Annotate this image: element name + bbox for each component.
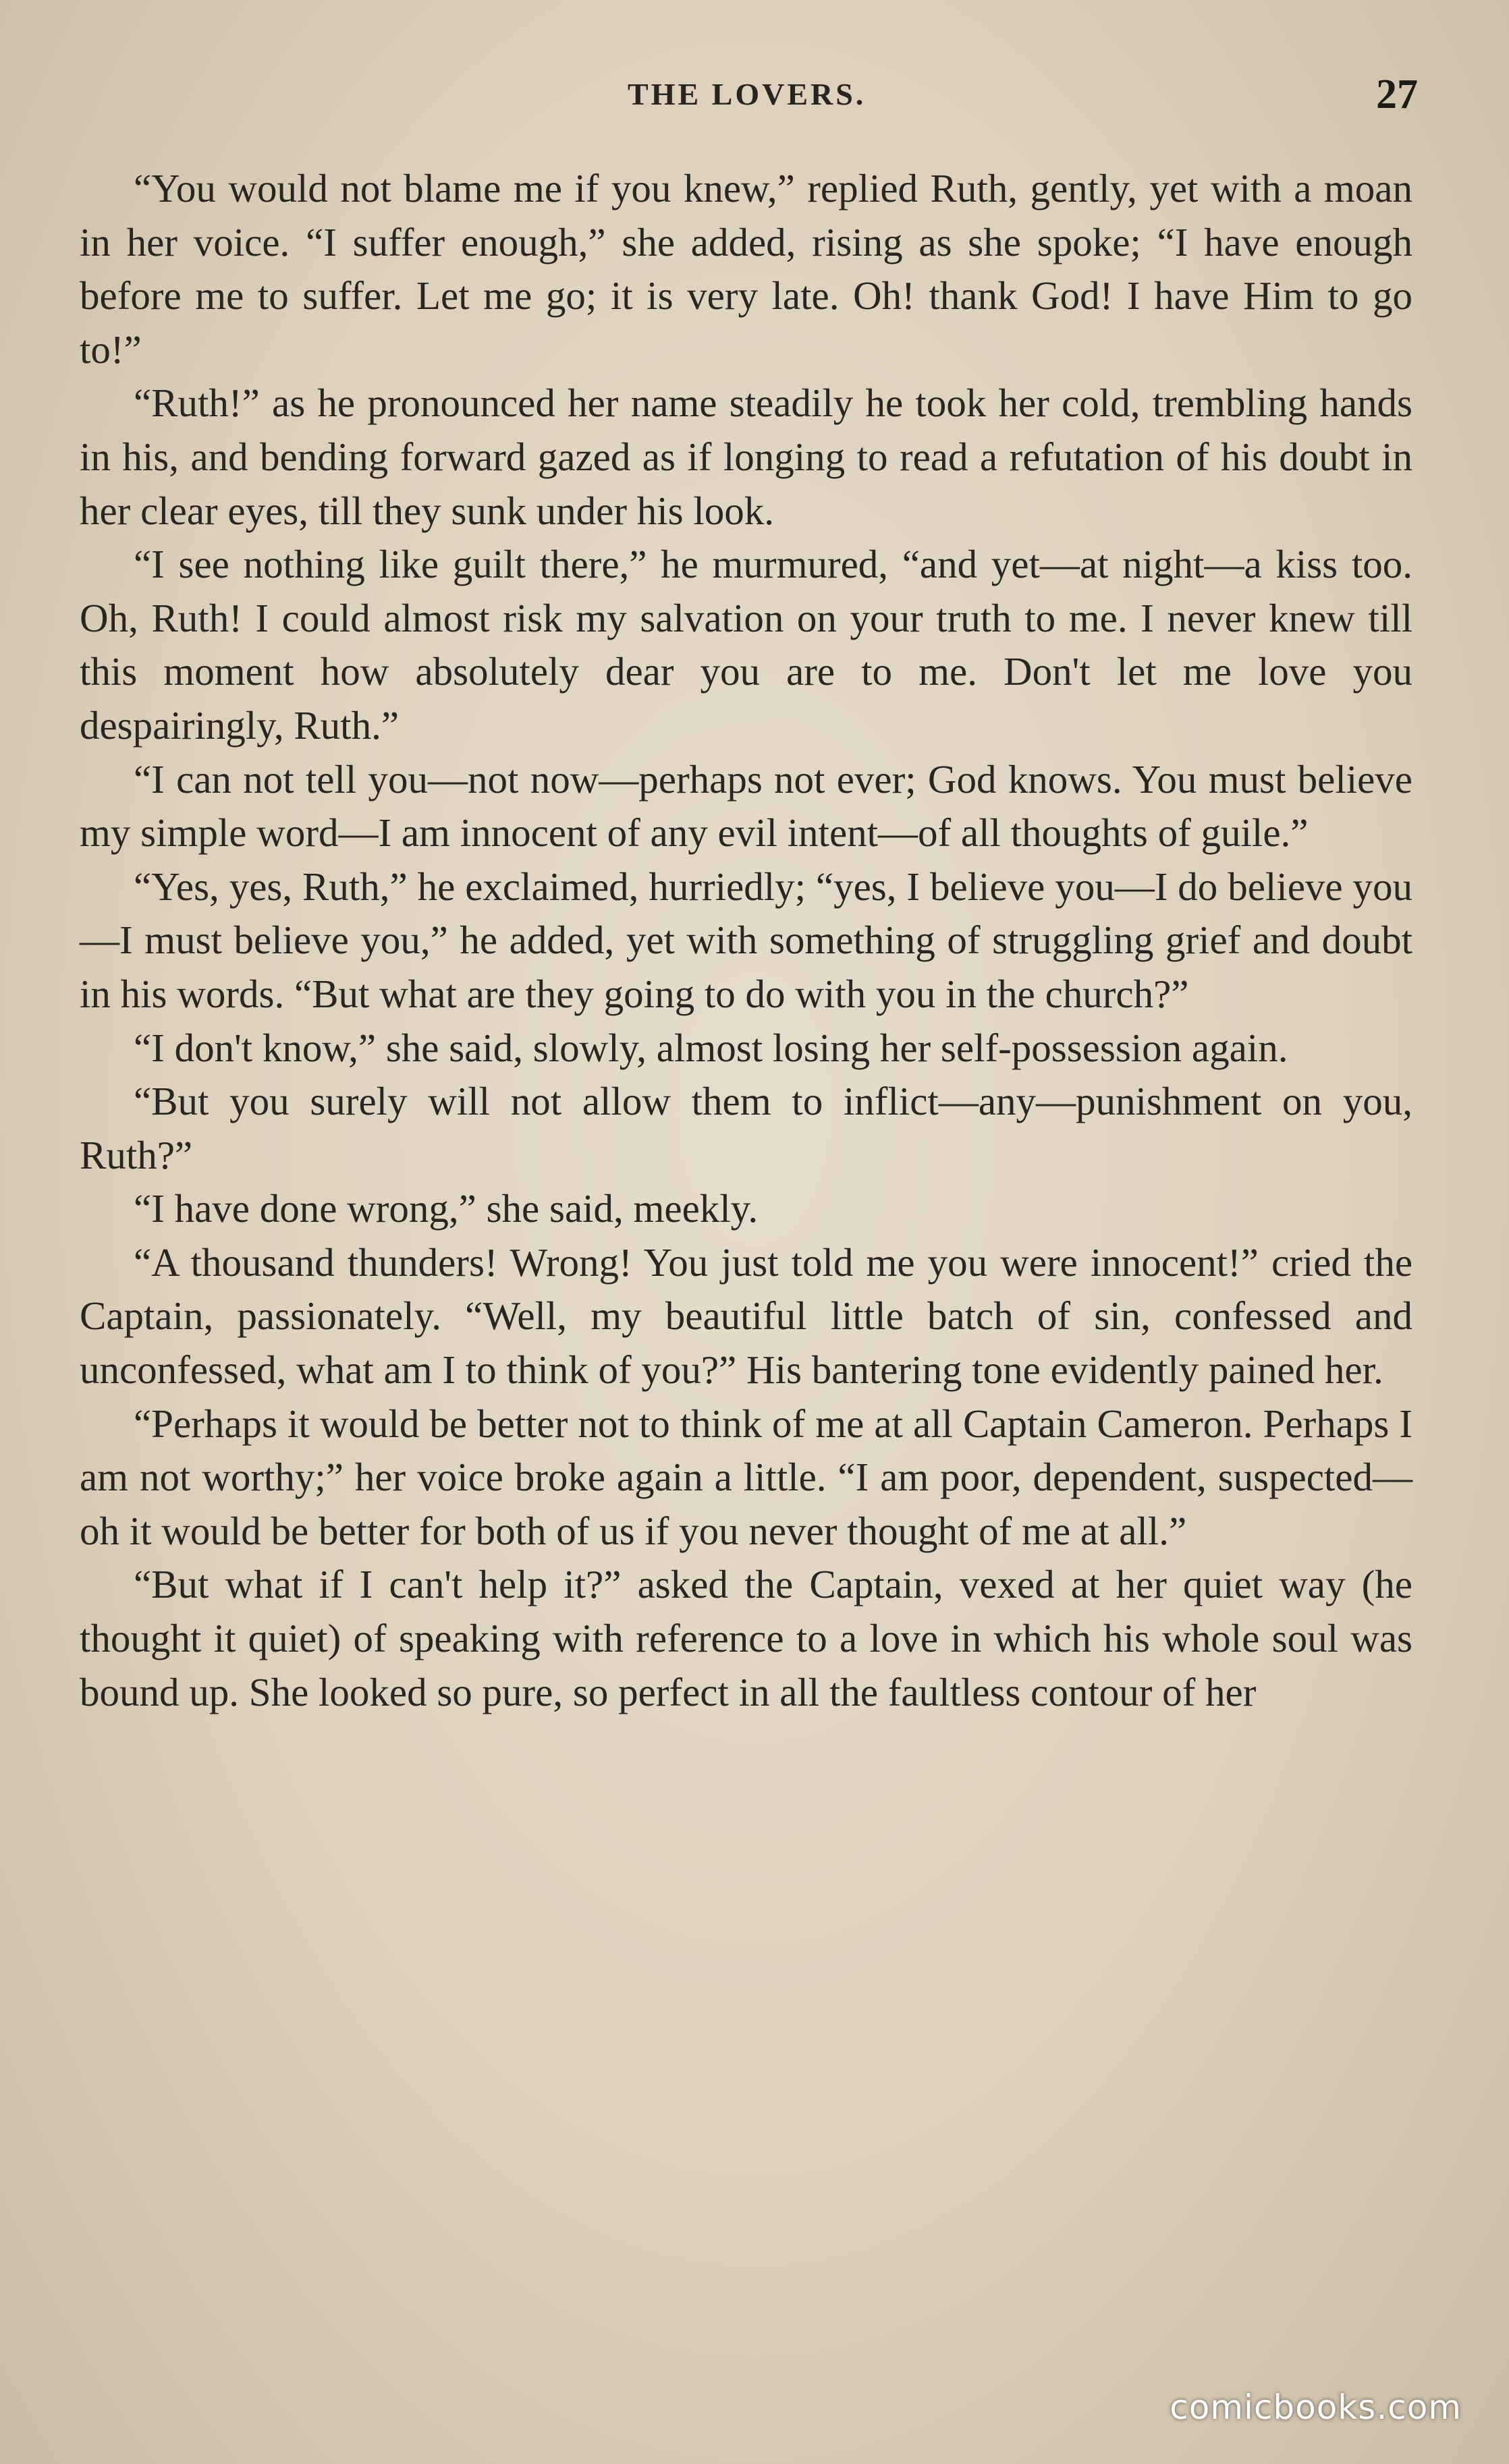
page-number: 27: [1376, 72, 1418, 117]
paragraph: “Perhaps it would be better not to think of me at all Captain Cameron. Perhaps I am not worthy;” her voice broke again a little. “I am poor, dependent, suspected—oh it would be better for both of us if you never thought of me at all.”: [80, 1401, 1412, 1553]
paragraph: “A thousand thunders! Wrong! You just told me you were innocent!” cried the Captain, passionately. “Well, my beautiful little batch of sin, confessed and unconfessed, what am I to think of you?” His bantering tone evidently pained her.: [80, 1239, 1412, 1393]
paragraph: “Ruth!” as he pronounced her name steadily he took her cold, trembling hands in his, and bending forward gazed as if longing to read a refutation of his doubt in her clear eyes, till they sunk under his look.: [80, 381, 1412, 533]
paragraph: “I can not tell you—not now—perhaps not ever; God knows. You must believe my simple word—I am innocent of any evil intent—of all thoughts of guile.”: [80, 756, 1412, 856]
paragraph: “You would not blame me if you knew,” replied Ruth, gently, yet with a moan in her voice. “I suffer enough,” she added, rising as she spoke; “I have enough before me to suffer. Let me go; it is very late. Oh! thank God! I have Him to go to!”: [80, 166, 1412, 372]
body-text: [80, 162, 1412, 1719]
paragraph: “I see nothing like guilt there,” he murmured, “and yet—at night—a kiss too. Oh, Ruth! I could almost risk my salvation on your truth to me. I never knew till this moment how absolutely dear you are to me. Don't let me love you despairingly, Ruth.”: [80, 542, 1412, 748]
watermark: comicbooks.com: [1170, 2388, 1462, 2427]
paragraph: “Yes, yes, Ruth,” he exclaimed, hurriedly; “yes, I believe you—I do believe you—I must believe you,” he added, yet with something of struggling grief and doubt in his words. “But what are they going to do with you in the church?”: [80, 864, 1412, 1016]
paragraph: “But what if I can't help it?” asked the Captain, vexed at her quiet way (he thought it quiet) of speaking with reference to a love in which his whole soul was bound up. She looked so pure, so perfect in all the faultless contour of her: [80, 1562, 1412, 1714]
running-head: THE LOVERS.: [628, 77, 867, 111]
paragraph: “I don't know,” she said, slowly, almost losing her self-possession again.: [134, 1025, 1288, 1070]
page-header: [0, 71, 1509, 125]
paragraph: “I have done wrong,” she said, meekly.: [134, 1186, 759, 1231]
paragraph: “But you surely will not allow them to inflict—any—punishment on you, Ruth?”: [80, 1079, 1412, 1177]
